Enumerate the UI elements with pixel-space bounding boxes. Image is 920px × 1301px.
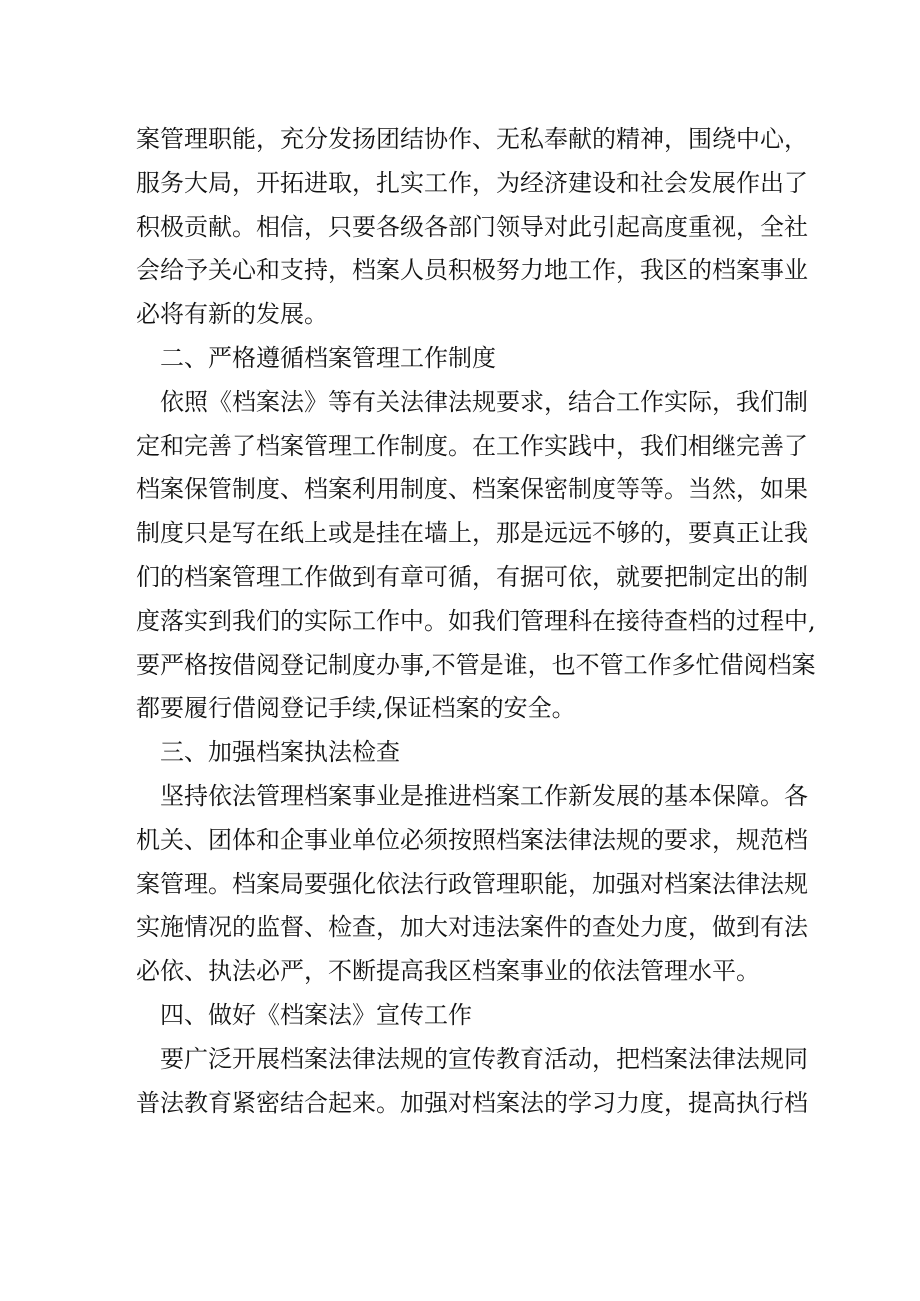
paragraph-line: 度落实到我们的实际工作中。如我们管理科在接待查档的过程中,: [136, 606, 816, 635]
section-heading-3: 三、加强档案执法检查: [160, 738, 400, 767]
paragraph-line: 必将有新的发展。: [136, 300, 328, 329]
paragraph-line: 要严格按借阅登记制度办事,不管是谁，也不管工作多忙借阅档案: [136, 650, 816, 679]
paragraph-line: 都要履行借阅登记手续,保证档案的安全。: [136, 694, 576, 723]
paragraph-line: 必依、执法必严，不断提高我区档案事业的依法管理水平。: [136, 957, 760, 986]
paragraph-line: 服务大局，开拓进取，扎实工作，为经济建设和社会发展作出了: [136, 168, 808, 197]
paragraph-line: 们的档案管理工作做到有章可循，有据可依，就要把制定出的制: [136, 562, 808, 591]
paragraph-line: 档案保管制度、档案利用制度、档案保密制度等等。当然，如果: [136, 475, 808, 504]
paragraph-line: 案管理。档案局要强化依法行政管理职能，加强对档案法律法规: [136, 869, 808, 898]
paragraph-line: 制度只是写在纸上或是挂在墙上，那是远远不够的，要真正让我: [136, 519, 808, 548]
paragraph-line: 案管理职能，充分发扬团结协作、无私奉献的精神，围绕中心，: [136, 125, 808, 153]
paragraph-line: 坚持依法管理档案事业是推进档案工作新发展的基本保障。各: [160, 781, 808, 810]
paragraph-line: 依照《档案法》等有关法律法规要求，结合工作实际，我们制: [160, 387, 808, 416]
paragraph-line: 积极贡献。相信，只要各级各部门领导对此引起高度重视，全社: [136, 212, 808, 241]
paragraph-line: 实施情况的监督、检查，加大对违法案件的查处力度，做到有法: [136, 913, 808, 942]
paragraph-line: 会给予关心和支持，档案人员积极努力地工作，我区的档案事业: [136, 256, 808, 285]
paragraph-line: 定和完善了档案管理工作制度。在工作实践中，我们相继完善了: [136, 431, 808, 460]
paragraph-line: 普法教育紧密结合起来。加强对档案法的学习力度，提高执行档: [136, 1088, 808, 1117]
paragraph-line: 机关、团体和企事业单位必须按照档案法律法规的要求，规范档: [136, 825, 808, 854]
paragraph-line: 要广泛开展档案法律法规的宣传教育活动，把档案法律法规同: [160, 1044, 808, 1073]
document-body: [136, 118, 816, 1125]
section-heading-2: 二、严格遵循档案管理工作制度: [160, 343, 496, 372]
section-heading-4: 四、做好《档案法》宣传工作: [160, 1000, 472, 1029]
